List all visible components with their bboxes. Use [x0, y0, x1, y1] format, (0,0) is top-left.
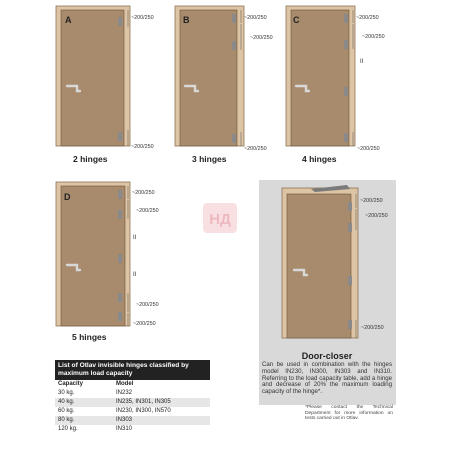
model-cell: IN235, IN301, IN305 [116, 399, 171, 405]
table-row [55, 407, 210, 416]
watermark-logo [203, 203, 237, 233]
dimension-label: ~200/250 [131, 15, 154, 21]
table-title: List of Otlav invisible hinges classified by maximum load capacity [55, 360, 210, 380]
hinge-icon [118, 17, 122, 26]
dimension-label: ~200/250 [244, 146, 267, 152]
door-leaf [287, 194, 351, 338]
door-letter: A [65, 15, 72, 25]
hinge-icon [344, 14, 348, 23]
hinge-icon [348, 223, 352, 232]
model-cell: IN303 [116, 417, 133, 423]
dimension-label: ~200/250 [250, 35, 273, 41]
caption-2-hinges: 2 hinges [73, 154, 108, 164]
capacity-cell: 40 kg. [58, 399, 75, 405]
dimension-label: ~200/250 [244, 15, 267, 21]
door-leaf [61, 186, 125, 326]
hinge-icon [344, 40, 348, 49]
door-closer-title: Door-closer [301, 351, 353, 361]
dimension-label: ~200/250 [357, 146, 380, 152]
watermark-text: НД [209, 211, 231, 228]
hinge-icon [118, 293, 122, 302]
hinge-icon [232, 14, 236, 23]
door-leaf [291, 10, 349, 146]
table-row [55, 398, 210, 407]
door-letter: C [293, 15, 300, 25]
dimension-label: ~200/250 [365, 213, 388, 219]
dimension-label: ~200/250 [131, 144, 154, 150]
door-c [286, 6, 385, 152]
dimension-label: ~200/250 [356, 15, 379, 21]
capacity-cell: 60 kg. [58, 408, 75, 414]
hinge-icon [344, 133, 348, 142]
hinge-icon [348, 320, 352, 329]
dimension-label: ~200/250 [361, 325, 384, 331]
door-a [56, 6, 154, 150]
hinge-icon [344, 87, 348, 96]
dimension-label: ~200/250 [136, 302, 159, 308]
header-model: Model [116, 381, 134, 387]
hinge-icon [348, 276, 352, 285]
model-cell: IN232 [116, 390, 133, 396]
hinge-icon [118, 190, 122, 199]
hinge-icon [118, 132, 122, 141]
spacing-marker: II [360, 59, 364, 65]
caption-5-hinges: 5 hinges [72, 332, 107, 342]
hinge-icon [232, 41, 236, 50]
hinge-icon [118, 254, 122, 263]
dimension-label: ~200/250 [136, 208, 159, 214]
capacity-cell: 30 kg. [58, 390, 75, 396]
door-closer-description [262, 351, 392, 396]
hinge-icon [348, 202, 352, 211]
caption-4-hinges: 4 hinges [302, 154, 337, 164]
table-row [55, 389, 210, 398]
model-cell: IN310 [116, 426, 133, 432]
header-capacity: Capacity [58, 381, 84, 387]
footnote: *Please contact the Technical Department for more information on tests carried out in Otlav. [305, 405, 393, 422]
door-d [56, 182, 159, 327]
dimension-label: ~200/250 [360, 198, 383, 204]
table-row [55, 416, 210, 425]
model-cell: IN230, IN300, IN570 [116, 408, 171, 414]
capacity-cell: 80 kg. [58, 417, 75, 423]
hinge-icon [118, 210, 122, 219]
load-capacity-table [55, 360, 210, 434]
door-closer-text: Can be used in combination with the hinges model IN230, IN300, IN303 and IN310. Referring to the load capacity table, add a hinge and decrease of 20% the maximum loading capacity of the hinge*. [262, 361, 392, 396]
dimension-label: ~200/250 [132, 190, 155, 196]
hinge-icon [232, 134, 236, 143]
capacity-cell: 120 kg. [58, 426, 78, 432]
spacing-marker: II [133, 235, 137, 241]
door-letter: D [64, 192, 71, 202]
hinge-icon [118, 312, 122, 321]
dimension-label: ~200/250 [133, 321, 156, 327]
door-leaf [61, 10, 124, 146]
door-b [175, 6, 273, 152]
table-body [55, 380, 210, 434]
caption-3-hinges: 3 hinges [192, 154, 227, 164]
door-letter: B [183, 15, 190, 25]
dimension-label: ~200/250 [362, 34, 385, 40]
table-header-row [55, 380, 210, 389]
door-leaf [180, 10, 237, 146]
spacing-marker: II [133, 272, 137, 278]
table-row [55, 425, 210, 434]
